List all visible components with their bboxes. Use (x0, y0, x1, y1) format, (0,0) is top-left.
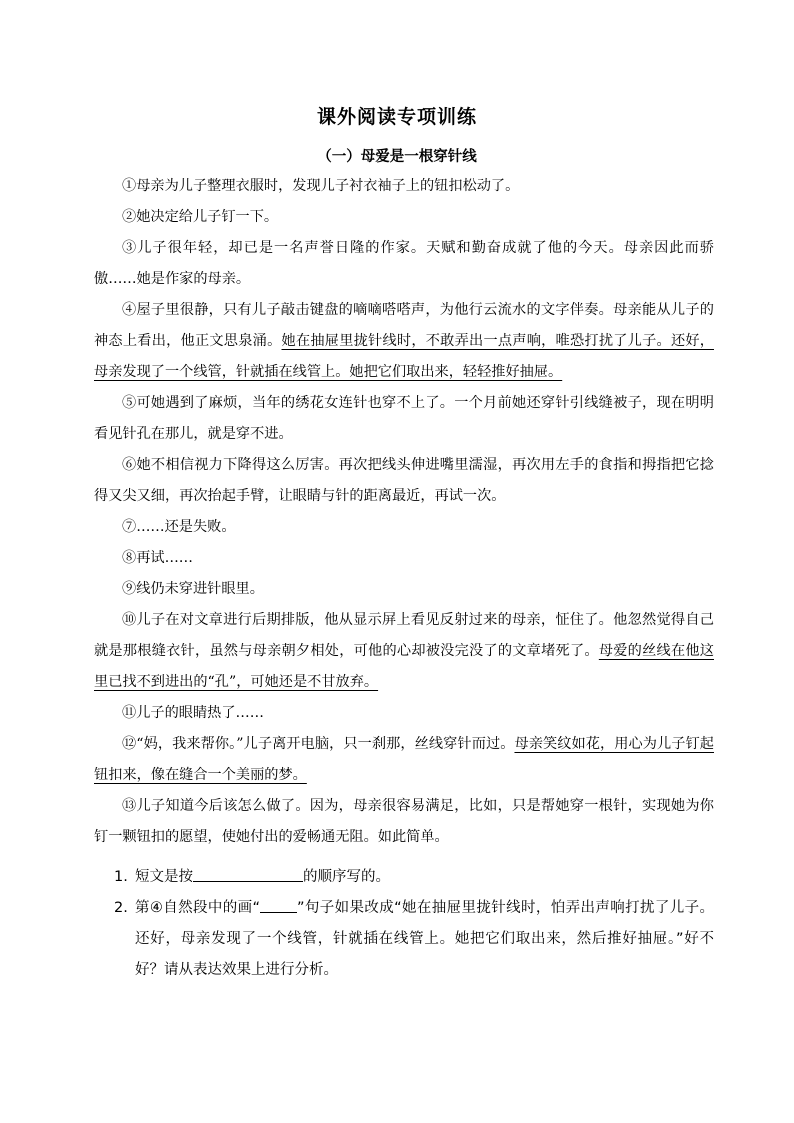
passage-body (94, 171, 714, 853)
answer-blank-2[interactable] (260, 895, 297, 913)
paragraph-2: ②她决定给儿子钉一下。 (122, 209, 279, 225)
question-2-number: 2. (114, 900, 128, 916)
answer-blank-1[interactable] (193, 864, 303, 882)
passage-title: （一）母爱是一根穿针线 (317, 149, 477, 165)
paragraph-13: ⑬儿子知道今后该怎么做了。因为，母亲很容易满足，比如，只是帮她穿一根针，实现她为你钉一颗钮扣的愿望，使她付出的爱畅通无阻。如此简单。 (94, 798, 714, 845)
paragraph-6: ⑥她不相信视力下降得这么厉害。再次把线头伸进嘴里濡湿，再次用左手的食指和拇指把它捻得又尖又细，再次抬起手臂，让眼睛与针的距离最近，再试一次。 (94, 457, 714, 504)
question-1-number: 1. (114, 869, 128, 885)
paragraph-11: ⑪儿子的眼睛热了…… (122, 705, 264, 721)
question-1 (114, 862, 714, 893)
question-2-text: 第④自然段中的画“ (135, 900, 260, 916)
paragraph-10-text: ⑩儿子在对文章进行后期排版，他从显示屏上看见反射过来的母亲，怔住了。他忽然觉得自己就是那根缝衣针，虽然与母亲朝夕相处，可他的心却被没完没了的文章堵死了。 (94, 612, 714, 659)
paragraph-9: ⑨线仍未穿进针眼里。 (122, 581, 264, 597)
paragraph-5: ⑤可她遇到了麻烦，当年的绣花女连针也穿不上了。一个月前她还穿针引线缝被子，现在明明看见针孔在那儿，就是穿不进。 (94, 395, 714, 442)
question-1-text: 短文是按 (135, 869, 193, 885)
question-2 (114, 893, 714, 986)
paragraph-7: ⑦……还是失败。 (122, 519, 236, 535)
underlined-sentence-2: 母爱的丝线在他这里已找不到进出的“孔”，可她还是不甘放弃。 (94, 643, 714, 690)
paragraph-12 (94, 729, 714, 791)
underlined-sentence-1: 她在抽屉里拢针线时，不敢弄出一点声响，唯恐打扰了儿子。还好，母亲发现了一个线管，针就插在线管上。她把它们取出来，轻轻推好抽屉。 (94, 333, 714, 380)
paragraph-10 (94, 605, 714, 698)
questions-section (114, 862, 714, 986)
paragraph-8: ⑧再试…… (122, 550, 193, 566)
paragraph-3: ③儿子很年轻，却已是一名声誉日隆的作家。天赋和勤奋成就了他的今天。母亲因此而骄傲……她是作家的母亲。 (94, 240, 714, 287)
paragraph-1: ①母亲为儿子整理衣服时，发现儿子衬衣袖子上的钮扣松动了。 (122, 178, 520, 194)
question-2-text-end: ”句子如果改成“她在抽屉里拢针线时，怕弄出声响打扰了儿子。还好，母亲发现了一个线管，针就插在线管上。她把它们取出来，然后推好抽屉。”好不好？请从表达效果上进行分析。 (135, 900, 714, 978)
underlined-sentence-3: 母亲笑纹如花，用心为儿子钉起钮扣来，像在缝合一个美丽的梦。 (94, 736, 714, 783)
paragraph-4-text: ④屋子里很静，只有儿子敲击键盘的嘀嘀嗒嗒声，为他行云流水的文字伴奏。母亲能从儿子的神态上看出，他正文思泉涌。 (94, 302, 714, 349)
page-title: 课外阅读专项训练 (316, 106, 477, 128)
paragraph-4 (94, 295, 714, 388)
paragraph-12-text: ⑫“妈，我来帮你。”儿子离开电脑，只一刹那，丝线穿针而过。 (122, 736, 515, 752)
question-1-text-end: 的顺序写的。 (303, 869, 390, 885)
